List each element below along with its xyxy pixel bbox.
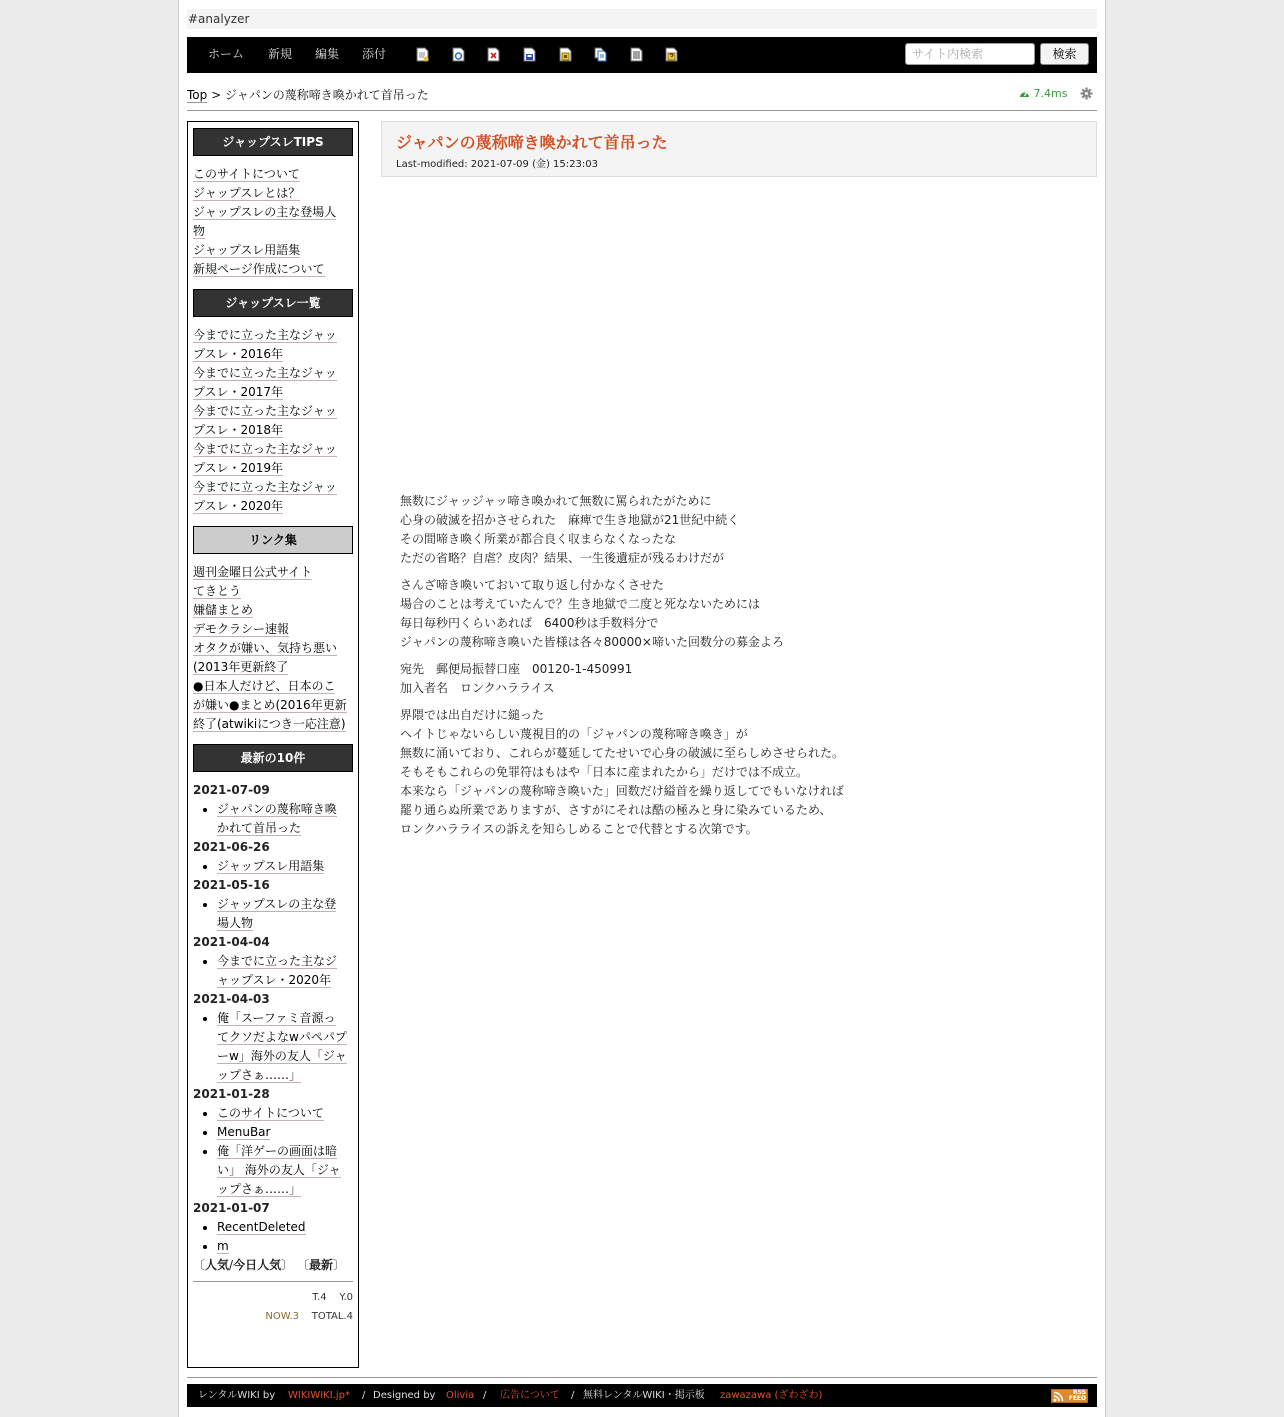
- ads-link[interactable]: 広告について: [500, 1390, 560, 1401]
- sidebar-external-link[interactable]: [193, 620, 353, 639]
- sidebar-thread-link-text: 今までに立った主なジャッ: [193, 480, 337, 494]
- recent-item-text: 俺「スーファミ音源っ: [217, 1011, 336, 1025]
- refresh-page-icon[interactable]: [452, 47, 465, 62]
- sidebar-thread-link[interactable]: [193, 440, 353, 459]
- recent-item-text: ップさぁ……」: [217, 1182, 302, 1196]
- popularity-links: [193, 1256, 353, 1275]
- recent-date: 2021-04-03: [193, 992, 270, 1006]
- sidebar-external-link-text: てきとう: [193, 584, 242, 598]
- breadcrumb-top-link[interactable]: Top: [187, 88, 208, 102]
- recent-item-text: ップさぁ……」: [217, 1068, 302, 1082]
- sidebar-heading-threads: ジャップスレ一覧: [193, 289, 353, 317]
- sidebar-thread-link[interactable]: [193, 364, 353, 383]
- content-line: 心身の破滅を招かさせられた 麻痺で生き地獄が21世紀中続く: [400, 513, 740, 527]
- footer-rental-text: レンタルWIKI by: [198, 1390, 276, 1401]
- tips-links: [193, 165, 353, 279]
- recent-item[interactable]: [217, 1237, 353, 1256]
- recent-date: 2021-06-26: [193, 840, 270, 854]
- page-title-box: [381, 121, 1097, 177]
- content-line: ヘイトじゃないらしい蔑視目的の「ジャパンの蔑称啼き喚き」が: [400, 727, 748, 741]
- recent-list: [193, 1009, 353, 1085]
- sidebar-external-link-text: 週刊金曜日公式サイト: [193, 565, 313, 579]
- content-line: 界隈では出自だけに縋った: [400, 708, 545, 722]
- sidebar-thread-link-text: プスレ・2016年: [193, 347, 284, 361]
- counter-now: NOW.3: [265, 1311, 300, 1322]
- page-container: [178, 0, 1106, 1417]
- content-line: ジャパンの蔑称啼き喚いた皆様は各々80000×啼いた回数分の募金よろ: [400, 635, 784, 649]
- sidebar-thread-link-text: 今までに立った主なジャッ: [193, 328, 337, 342]
- sidebar-thread-link-text: プスレ・2019年: [193, 461, 284, 475]
- sidebar-tips-link-text: このサイトについて: [193, 167, 300, 181]
- content-line: 無数にジャッジャッ啼き喚かれて無数に罵られたがために: [400, 494, 712, 508]
- content-line: さんざ啼き喚いておいて取り返し付かなくさせた: [400, 578, 665, 592]
- sidebar-thread-link[interactable]: [193, 345, 353, 364]
- content-line: 場合のことは考えていたんで？生き地獄で二度と死なないためには: [400, 597, 761, 611]
- sidebar-tips-link-text: ジャップスレ用語集: [193, 243, 301, 257]
- sidebar-external-link[interactable]: [193, 563, 353, 582]
- recent-item-text: ジャパンの蔑称啼き喚: [217, 802, 337, 816]
- copy-page-icon[interactable]: [594, 47, 607, 62]
- nav-new-link[interactable]: 新規: [268, 47, 293, 61]
- sidebar-thread-link[interactable]: [193, 459, 353, 478]
- sidebar-external-link-text: ●日本人だけど、日本のこ: [193, 679, 336, 693]
- footer-free-text: 無料レンタルWIKI・掲示板: [583, 1390, 705, 1401]
- recent-item[interactable]: [217, 895, 353, 933]
- footer: [187, 1384, 1097, 1407]
- recent-item[interactable]: [217, 952, 353, 990]
- recent-item[interactable]: [217, 1104, 353, 1123]
- sidebar-thread-link-text: 今までに立った主なジャッ: [193, 404, 337, 418]
- bracket-open: 〔: [193, 1258, 206, 1272]
- content-paragraph: [400, 576, 1080, 652]
- slash: /: [229, 1258, 234, 1272]
- access-counter: [193, 1288, 353, 1326]
- delete-page-icon[interactable]: [487, 47, 500, 62]
- popular-link[interactable]: 人気: [205, 1258, 230, 1272]
- content-line: 毎日毎秒円くらいあれば 6400秒は手数料分で: [400, 616, 659, 630]
- content-line: ロンクハラライスの訴えを知らしめることで代替とする次第です。: [400, 822, 758, 836]
- recent-date: 2021-01-28: [193, 1087, 270, 1101]
- footer-divider: [187, 1377, 1097, 1378]
- list-page-icon[interactable]: [630, 47, 643, 62]
- render-timing-value: 7.4ms: [1033, 87, 1068, 100]
- sidebar-thread-link[interactable]: [193, 478, 353, 497]
- recent-date: 2021-05-16: [193, 878, 270, 892]
- content-line: そもそもこれらの免罪符はもはや「日本に産まれたから」だけでは不成立。: [400, 765, 809, 779]
- bracket-close: 〕: [281, 1258, 294, 1272]
- recent-list: [193, 1218, 353, 1256]
- content-line: 罷り通らぬ所業でありますが、さすがにそれは酷の極みと身に染みているため、: [400, 803, 832, 817]
- recent-item-text: m: [217, 1239, 229, 1253]
- sidebar-heading-tips: ジャップスレTIPS: [193, 128, 353, 156]
- sidebar-external-link-text: オタクが嫌い、気持ち悪い: [193, 641, 338, 655]
- sidebar-thread-link[interactable]: [193, 421, 353, 440]
- sidebar-external-link[interactable]: [193, 582, 353, 601]
- sidebar-external-link[interactable]: [193, 639, 353, 658]
- sidebar-divider: [193, 1281, 353, 1282]
- sidebar-tips-link[interactable]: [193, 222, 353, 241]
- breadcrumb: [187, 86, 429, 104]
- content-line: その間啼き喚く所業が都合良く収まらなくなったな: [400, 532, 677, 546]
- bracket-open: 〔: [296, 1258, 309, 1272]
- sidebar-tips-link-text: ジャップスレとは？: [193, 186, 301, 200]
- rss-label: RSS: [1073, 1389, 1086, 1396]
- sidebar-thread-link[interactable]: [193, 497, 353, 516]
- recent-item-text: MenuBar: [217, 1125, 271, 1139]
- recent-item-text: ャップスレ・2020年: [217, 973, 332, 987]
- recent-item-text: てクソだよなwパペパプ: [217, 1030, 347, 1044]
- recent-list: [193, 800, 353, 838]
- content-line: 宛先 郵便局振替口座 00120-1-450991: [400, 662, 633, 676]
- gear-icon[interactable]: [1080, 87, 1093, 100]
- rss-feed-icon[interactable]: [1051, 1389, 1088, 1403]
- sidebar-tips-link[interactable]: [193, 241, 353, 260]
- recent-item[interactable]: [217, 857, 353, 876]
- sidebar-tips-link[interactable]: [193, 184, 353, 203]
- bracket-close: 〕: [332, 1258, 345, 1272]
- external-links: [193, 563, 353, 734]
- recent-item-text: い」 海外の友人「ジャ: [217, 1163, 341, 1177]
- render-timing: [1019, 87, 1067, 101]
- counter-yesterday: Y.0: [339, 1292, 353, 1303]
- recent-list: [193, 895, 353, 933]
- sidebar-external-link-text: デモクラシー速報: [193, 622, 290, 636]
- content-paragraph: [400, 492, 1080, 568]
- sidebar-external-link-text: (2013年更新終了: [193, 660, 289, 674]
- recent-item-text: ジャップスレの主な登: [217, 897, 337, 911]
- recent-item-text: ジャップスレ用語集: [217, 859, 325, 873]
- footer-slash: /: [483, 1390, 487, 1401]
- sidebar-tips-link-text: 物: [193, 224, 206, 238]
- footer-slash: /: [362, 1390, 366, 1401]
- sidebar-external-link[interactable]: [193, 601, 353, 620]
- recent-item-text: 場人物: [217, 916, 254, 930]
- sidebar-thread-link[interactable]: [193, 402, 353, 421]
- sidebar-external-link-text: 嫌儲まとめ: [193, 603, 254, 617]
- search-button[interactable]: 検索: [1040, 43, 1089, 65]
- site-search-input[interactable]: [905, 43, 1035, 65]
- nav-attach-link[interactable]: 添付: [362, 47, 387, 61]
- sidebar-heading-links: リンク集: [193, 526, 353, 554]
- sidebar-external-link-text: 終了(atwikiにつき一応注意): [193, 717, 346, 731]
- recent-date: 2021-01-07: [193, 1201, 270, 1215]
- save-page-icon[interactable]: [523, 47, 536, 62]
- zawazawa-link[interactable]: zawazawa (ざわざわ): [720, 1390, 823, 1401]
- footer-designed-text: Designed by: [373, 1390, 436, 1401]
- content-paragraph: [400, 706, 1080, 839]
- sidebar-external-link[interactable]: [193, 677, 353, 696]
- sidebar-thread-link[interactable]: [193, 326, 353, 345]
- recent-item-text: 今までに立った主なジ: [217, 954, 338, 968]
- sidebar-external-link[interactable]: [193, 696, 353, 715]
- recent-item-text: このサイトについて: [217, 1106, 324, 1120]
- recent-date: 2021-07-09: [193, 783, 270, 797]
- sidebar-tips-link[interactable]: [193, 203, 353, 222]
- footer-slash: /: [571, 1390, 575, 1401]
- recent-item[interactable]: [217, 1009, 353, 1085]
- help-page-icon[interactable]: [665, 47, 678, 62]
- thread-links: [193, 326, 353, 516]
- recent-list: [193, 952, 353, 990]
- recent-item-text: ーw」海外の友人「ジャ: [217, 1049, 347, 1063]
- sidebar: [187, 121, 359, 1368]
- top-navigation-bar: [187, 37, 1097, 73]
- recent-item[interactable]: [217, 800, 353, 838]
- content-line: 加入者名 ロンクハラライス: [400, 681, 555, 695]
- nav-home-link[interactable]: ホーム: [208, 47, 245, 61]
- sidebar-tips-link[interactable]: [193, 260, 353, 279]
- content-line: ただの省略？自虐？皮肉？結果、一生後遺症が残るわけだが: [400, 551, 725, 565]
- nav-edit-link[interactable]: 編集: [315, 47, 340, 61]
- sidebar-thread-link-text: プスレ・2018年: [193, 423, 284, 437]
- recent-date: 2021-04-04: [193, 935, 270, 949]
- feed-label: FEED: [1068, 1395, 1086, 1402]
- sidebar-thread-link-text: 今までに立った主なジャッ: [193, 442, 337, 456]
- last-modified: Last-modified: 2021-07-09 (金) 15:23:03: [396, 159, 598, 170]
- counter-total: TOTAL.4: [311, 1311, 353, 1322]
- sidebar-heading-recent: 最新の10件: [193, 744, 353, 772]
- sidebar-external-link[interactable]: [193, 658, 353, 677]
- sidebar-external-link[interactable]: [193, 715, 353, 734]
- today-popular-link[interactable]: 今日人気: [233, 1258, 282, 1272]
- new-page-icon[interactable]: [416, 47, 429, 62]
- recent-item[interactable]: [217, 1142, 353, 1199]
- sidebar-tips-link-text: 新規ページ作成について: [193, 262, 325, 276]
- sidebar-tips-link[interactable]: [193, 165, 353, 184]
- recent-item[interactable]: [217, 1123, 353, 1142]
- page-body: [400, 492, 1080, 847]
- counter-today: T.4: [312, 1292, 327, 1303]
- breadcrumb-current: ジャパンの蔑称啼き喚かれて首吊った: [224, 88, 429, 102]
- recent-item-text: 俺「洋ゲーの画面は暗: [217, 1144, 338, 1158]
- sidebar-thread-link-text: プスレ・2017年: [193, 385, 284, 399]
- content-line: 無数に涌いており、これらが蔓延してたせいで心身の破滅に至らしめさせられた。: [400, 746, 845, 760]
- lock-page-icon[interactable]: [559, 47, 572, 62]
- sidebar-tips-link-text: ジャップスレの主な登場人: [193, 205, 337, 219]
- olivia-link[interactable]: Olivia: [446, 1390, 475, 1401]
- sidebar-thread-link-text: 今までに立った主なジャッ: [193, 366, 337, 380]
- recent-changes: [193, 781, 353, 1256]
- header-divider: [187, 110, 1097, 111]
- page-title: ジャパンの蔑称啼き喚かれて首吊った: [396, 133, 668, 152]
- sidebar-external-link-text: が嫌い●まとめ(2016年更新: [193, 698, 347, 712]
- wikiwiki-link[interactable]: WIKIWIKI.jp*: [288, 1390, 350, 1401]
- sidebar-thread-link[interactable]: [193, 383, 353, 402]
- recent-list: [193, 857, 353, 876]
- latest-link[interactable]: 最新: [308, 1258, 333, 1272]
- breadcrumb-separator: >: [211, 88, 222, 102]
- recent-item[interactable]: [217, 1218, 353, 1237]
- recent-item-text: RecentDeleted: [217, 1220, 306, 1234]
- content-paragraph: [400, 660, 1080, 698]
- site-header-text: #analyzer: [187, 9, 1097, 29]
- speedometer-icon: [1019, 88, 1030, 98]
- recent-item-text: かれて首吊った: [217, 821, 302, 835]
- sidebar-thread-link-text: プスレ・2020年: [193, 499, 284, 513]
- recent-list: [193, 1104, 353, 1199]
- content-line: 本来なら「ジャパンの蔑称啼き喚いた」回数だけ縊首を繰り返してでもいなければ: [400, 784, 844, 798]
